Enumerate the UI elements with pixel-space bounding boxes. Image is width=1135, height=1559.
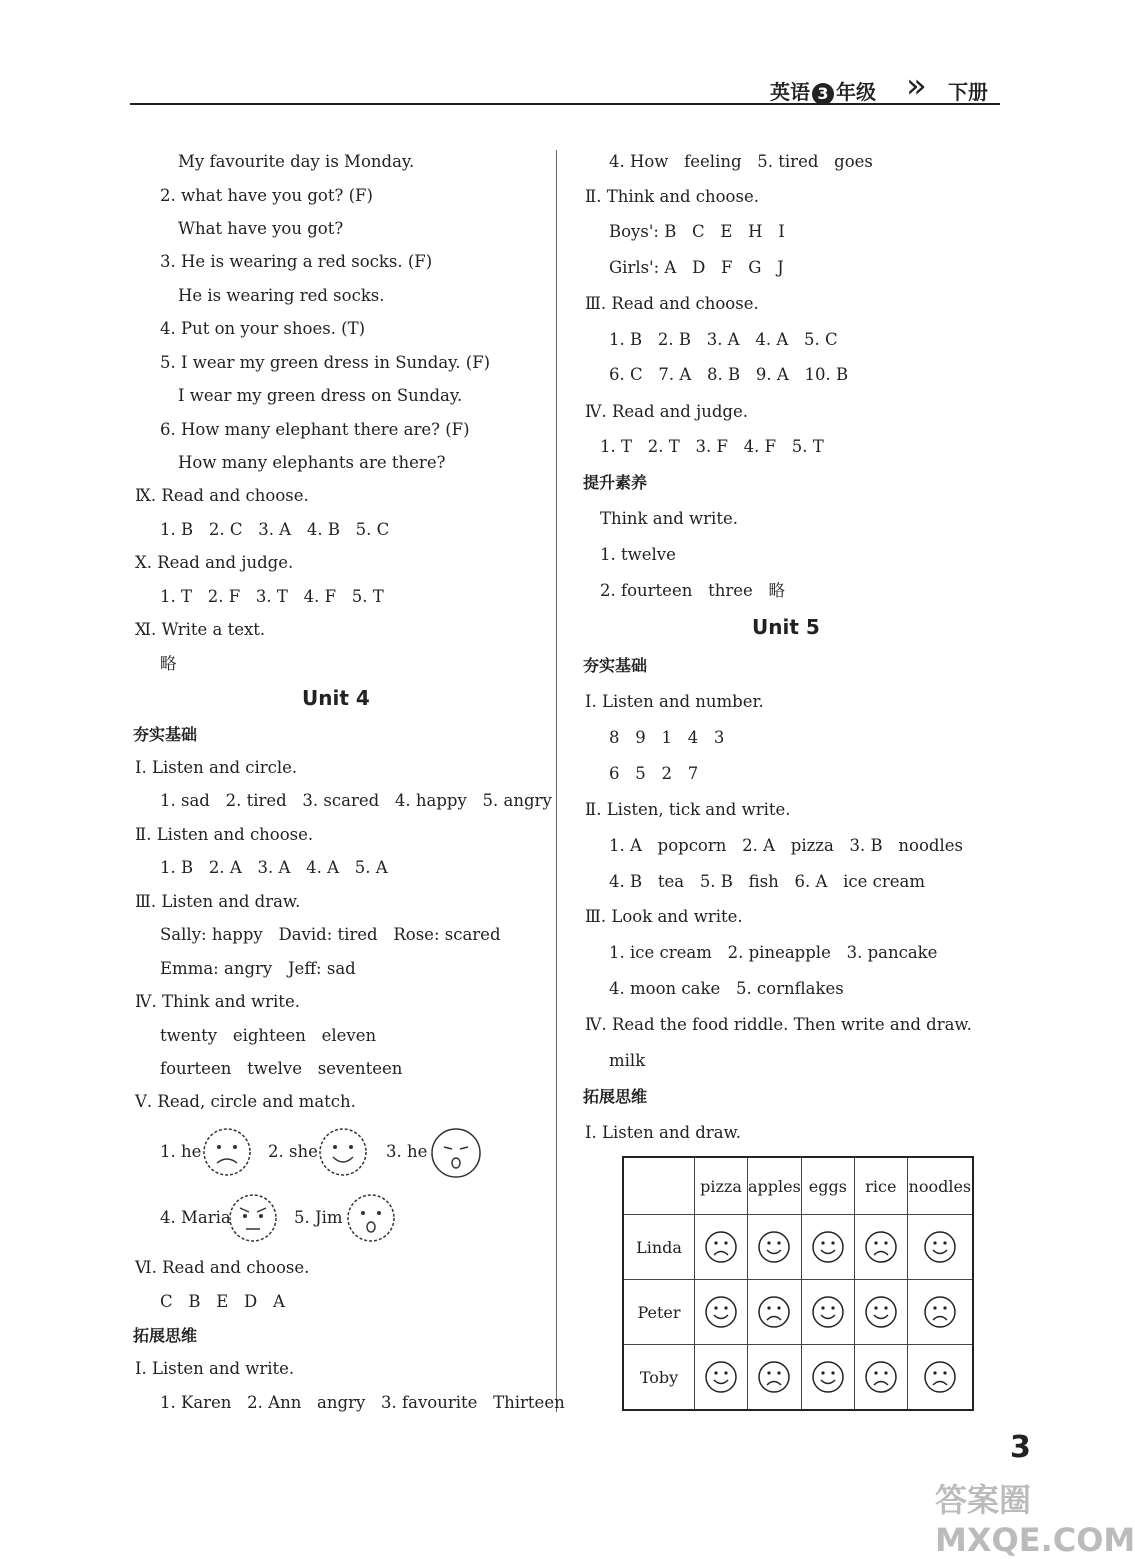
face-cell bbox=[695, 1280, 748, 1345]
section-heading: Ⅳ. Think and write. bbox=[135, 992, 300, 1011]
angry-face-icon bbox=[228, 1193, 278, 1243]
sad-face-icon bbox=[757, 1360, 791, 1394]
tired-face-icon bbox=[430, 1127, 482, 1179]
face-cell bbox=[801, 1280, 854, 1345]
answer-line: fourteen twelve seventeen bbox=[160, 1059, 403, 1078]
match-label: 5. Jim bbox=[294, 1208, 343, 1227]
sad-face-icon bbox=[923, 1295, 957, 1329]
answer-line: 1. Karen 2. Ann angry 3. favourite Thirteen bbox=[160, 1393, 565, 1412]
face-cell bbox=[854, 1345, 907, 1411]
face-cell bbox=[854, 1215, 907, 1280]
happy-face-icon bbox=[923, 1230, 957, 1264]
answer-line: How many elephants are there? bbox=[178, 453, 446, 472]
face-cell bbox=[907, 1215, 973, 1280]
header-subject: 英语 3 年级 bbox=[770, 80, 876, 104]
section-heading: Ⅰ. Listen and circle. bbox=[135, 758, 298, 777]
column-divider bbox=[556, 150, 557, 1412]
answer-line: 3. He is wearing a red socks. (F) bbox=[160, 252, 433, 271]
section-heading: Ⅸ. Read and choose. bbox=[135, 486, 309, 505]
section-heading: Ⅰ. Listen and write. bbox=[135, 1359, 295, 1378]
category-heading: 夯实基础 bbox=[133, 725, 198, 744]
chevron-double-icon: » bbox=[906, 66, 919, 106]
section-heading: Ⅱ. Think and choose. bbox=[585, 187, 759, 206]
answer-line: 4. Put on your shoes. (T) bbox=[160, 319, 366, 338]
face-cell bbox=[748, 1345, 802, 1411]
answer-line: 1. T 2. F 3. T 4. F 5. T bbox=[160, 587, 384, 606]
happy-face-icon bbox=[811, 1230, 845, 1264]
happy-face-icon bbox=[757, 1230, 791, 1264]
face-cell bbox=[907, 1345, 973, 1411]
answer-line: 1. ice cream 2. pineapple 3. pancake bbox=[609, 943, 938, 962]
answer-line: Sally: happy David: tired Rose: scared bbox=[160, 925, 501, 944]
answer-line: 6. C 7. A 8. B 9. A 10. B bbox=[609, 365, 849, 384]
table-header-cell: rice bbox=[854, 1157, 907, 1215]
sad-face-icon bbox=[864, 1360, 898, 1394]
answer-line: twenty eighteen eleven bbox=[160, 1026, 377, 1045]
answer-line: C B E D A bbox=[160, 1292, 285, 1311]
row-name-cell: Peter bbox=[623, 1280, 695, 1345]
answer-line: What have you got? bbox=[178, 219, 344, 238]
section-heading: Ⅲ. Read and choose. bbox=[585, 294, 759, 313]
answer-line: 1. B 2. B 3. A 4. A 5. C bbox=[609, 330, 838, 349]
match-label: 4. Maria bbox=[160, 1208, 231, 1227]
answer-line: 8 9 1 4 3 bbox=[609, 728, 725, 747]
answer-line: Think and write. bbox=[600, 509, 738, 528]
answer-line: 2. fourteen three 略 bbox=[600, 581, 785, 600]
unit-title: Unit 4 bbox=[302, 686, 370, 710]
answer-line: 1. twelve bbox=[600, 545, 676, 564]
sad-face-icon bbox=[202, 1127, 252, 1177]
face-cell bbox=[748, 1215, 802, 1280]
section-heading: Ⅰ. Listen and draw. bbox=[585, 1123, 741, 1142]
answer-line: Boys': B C E H I bbox=[609, 222, 785, 241]
section-heading: Ⅳ. Read and judge. bbox=[585, 402, 748, 421]
answer-line: Emma: angry Jeff: sad bbox=[160, 959, 356, 978]
face-cell bbox=[748, 1280, 802, 1345]
face-cell bbox=[695, 1345, 748, 1411]
section-heading: Ⅹ. Read and judge. bbox=[135, 553, 294, 572]
category-heading: 提升素养 bbox=[583, 473, 648, 492]
page-number: 3 bbox=[1010, 1430, 1031, 1465]
category-heading: 拓展思维 bbox=[583, 1087, 648, 1106]
unit-title: Unit 5 bbox=[752, 615, 820, 639]
row-name-cell: Toby bbox=[623, 1345, 695, 1411]
face-cell bbox=[907, 1280, 973, 1345]
header-volume: 下册 bbox=[948, 80, 988, 104]
category-heading: 拓展思维 bbox=[133, 1326, 198, 1345]
answer-line: 1. sad 2. tired 3. scared 4. happy 5. angry bbox=[160, 791, 552, 810]
face-cell bbox=[854, 1280, 907, 1345]
answer-line: My favourite day is Monday. bbox=[178, 152, 415, 171]
answer-line: 4. How feeling 5. tired goes bbox=[609, 152, 873, 171]
section-heading: Ⅵ. Read and choose. bbox=[135, 1258, 310, 1277]
scared-face-icon bbox=[346, 1193, 396, 1243]
answer-line: 1. T 2. T 3. F 4. F 5. T bbox=[600, 437, 824, 456]
sad-face-icon bbox=[704, 1230, 738, 1264]
answer-line: 1. B 2. A 3. A 4. A 5. A bbox=[160, 858, 388, 877]
section-heading: Ⅲ. Listen and draw. bbox=[135, 892, 301, 911]
answer-line: Girls': A D F G J bbox=[609, 258, 784, 277]
answer-line: 6 5 2 7 bbox=[609, 764, 699, 783]
watermark: 答案圈 MXQE.COM bbox=[935, 1481, 1135, 1559]
table-header-row bbox=[623, 1157, 973, 1215]
answer-line: 5. I wear my green dress in Sunday. (F) bbox=[160, 353, 491, 372]
answer-line: 2. what have you got? (F) bbox=[160, 186, 373, 205]
table-row bbox=[623, 1215, 973, 1280]
food-preference-table bbox=[622, 1156, 974, 1411]
answer-line: 略 bbox=[160, 654, 177, 673]
match-label: 2. she bbox=[268, 1142, 318, 1161]
answer-line: I wear my green dress on Sunday. bbox=[178, 386, 463, 405]
happy-face-icon bbox=[864, 1295, 898, 1329]
section-heading: Ⅰ. Listen and number. bbox=[585, 692, 764, 711]
happy-face-icon bbox=[704, 1360, 738, 1394]
table-header-cell: eggs bbox=[801, 1157, 854, 1215]
face-cell bbox=[695, 1215, 748, 1280]
sad-face-icon bbox=[923, 1360, 957, 1394]
face-cell bbox=[801, 1215, 854, 1280]
table-header-cell: pizza bbox=[695, 1157, 748, 1215]
answer-line: 4. B tea 5. B fish 6. A ice cream bbox=[609, 872, 926, 891]
answer-line: 1. B 2. C 3. A 4. B 5. C bbox=[160, 520, 390, 539]
table-corner-cell bbox=[623, 1157, 695, 1215]
happy-face-icon bbox=[318, 1127, 368, 1177]
section-heading: Ⅴ. Read, circle and match. bbox=[135, 1092, 356, 1111]
match-label: 3. he bbox=[386, 1142, 428, 1161]
table-header-cell: noodles bbox=[907, 1157, 973, 1215]
row-name-cell: Linda bbox=[623, 1215, 695, 1280]
answer-line: milk bbox=[609, 1051, 646, 1070]
table-row bbox=[623, 1280, 973, 1345]
section-heading: Ⅺ. Write a text. bbox=[135, 620, 266, 639]
answer-line: 1. A popcorn 2. A pizza 3. B noodles bbox=[609, 836, 963, 855]
page-header bbox=[130, 66, 1000, 106]
section-heading: Ⅳ. Read the food riddle. Then write and draw. bbox=[585, 1015, 972, 1034]
happy-face-icon bbox=[811, 1360, 845, 1394]
answer-line: 4. moon cake 5. cornflakes bbox=[609, 979, 844, 998]
answer-line: He is wearing red socks. bbox=[178, 286, 385, 305]
table-header-cell: apples bbox=[748, 1157, 802, 1215]
answer-line: 6. How many elephant there are? (F) bbox=[160, 420, 470, 439]
table-row bbox=[623, 1345, 973, 1411]
sad-face-icon bbox=[757, 1295, 791, 1329]
section-heading: Ⅱ. Listen, tick and write. bbox=[585, 800, 791, 819]
match-label: 1. he bbox=[160, 1142, 202, 1161]
category-heading: 夯实基础 bbox=[583, 656, 648, 675]
happy-face-icon bbox=[811, 1295, 845, 1329]
sad-face-icon bbox=[864, 1230, 898, 1264]
face-cell bbox=[801, 1345, 854, 1411]
happy-face-icon bbox=[704, 1295, 738, 1329]
section-heading: Ⅱ. Listen and choose. bbox=[135, 825, 314, 844]
section-heading: Ⅲ. Look and write. bbox=[585, 907, 743, 926]
